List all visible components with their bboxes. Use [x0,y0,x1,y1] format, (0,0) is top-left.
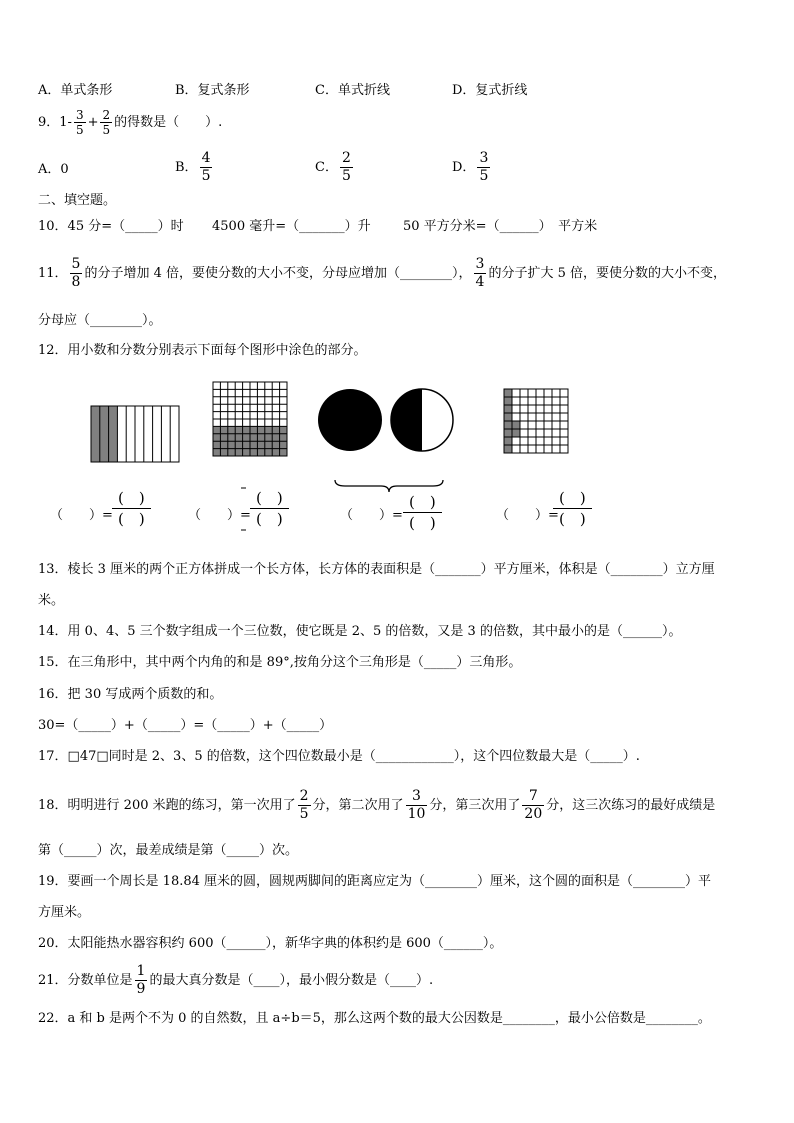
q14-question: 14．用 0、4、5 三个数字组成一个三位数，使它既是 2、5 的倍数，又是 3 的倍数，其中最小的是（______）。 [38,624,682,639]
q9-question: 9．1- $\frac{3}{5}$ + $\frac{2}{5}$ 的得数是（ ）. [38,108,223,137]
q10-part2: 4500 毫升=（_______）升 [212,219,371,234]
figure-small-grid [503,388,571,456]
q13-line2: 米。 [38,593,65,608]
q12-fraction-4[interactable]: ( ) ( ) [553,488,592,529]
q9-option-d: D． $\frac{3}{5}$ [452,150,489,184]
q9-option-b: B． $\frac{4}{5}$ [175,150,211,184]
q16-line1: 16．把 30 写成两个质数的和。 [38,687,223,702]
q22-question: 22．a 和 b 是两个不为 0 的自然数，且 a÷b＝5，那么这两个数的最大公因数是________，最小公倍数是________。 [38,1011,711,1026]
q8-option-a: A．单式条形 [38,83,113,98]
q9-option-a: A．0 [38,162,69,177]
q13-line1: 13．棱长 3 厘米的两个正方体拼成一个长方体，长方体的表面积是（_______）平方厘米，体积是（________）立方厘 [38,562,715,577]
q12-fraction-1[interactable]: ( ) ( ) [112,488,151,529]
q10-part1: 10．45 分=（_____）时 [38,219,184,234]
q11-line1: 11． $\frac{5}{8}$ 的分子增加 4 倍，要使分数的大小不变，分母应增加（________）， $\frac{3}{4}$ 的分子扩大 5 倍，要使分数的大小不变， [38,256,726,290]
q20-question: 20．太阳能热水器容积约 600（______），新华字典的体积约是 600（______）。 [38,936,503,951]
q8-option-d: D．复式折线 [452,83,528,98]
q12-blank-4[interactable]: （ ）= [496,508,559,523]
q19-line2: 方厘米。 [38,905,91,920]
q21-question: 21．分数单位是 $\frac{1}{9}$ 的最大真分数是（____），最小假分数是（____）. [38,963,434,997]
q12-fraction-3[interactable]: ( ) ( ) [403,492,442,533]
q10-part3: 50 平方分米=（______） 平方米 [403,219,598,234]
q17-question: 17．□47□同时是 2、3、5 的倍数，这个四位数最小是（____________），这个四位数最大是（_____）. [38,749,640,764]
q12-question: 12．用小数和分数分别表示下面每个图形中涂色的部分。 [38,343,367,358]
q12-blank-1[interactable]: （ ）= [50,508,113,523]
q12-blank-3[interactable]: （ ）= [340,508,403,523]
q19-line1: 19．要画一个周长是 18.84 厘米的圆，圆规两脚间的距离应定为（________）厘米，这个圆的面积是（________）平 [38,874,712,889]
figure-strips [90,405,182,463]
q12-fraction-2[interactable]: ( ) ( ) [250,488,289,529]
q15-question: 15．在三角形中，其中两个内角的和是 89°,按角分这个三角形是（_____）三角形。 [38,655,522,670]
q11-line2: 分母应（________）。 [38,313,162,328]
q8-option-b: B．复式条形 [175,83,250,98]
q9-option-c: C． $\frac{2}{5}$ [315,150,351,184]
q18-line1: 18．明明进行 200 米跑的练习，第一次用了 $\frac{2}{5}$ 分，第二次用了 $\frac{3}{10}$ 分，第三次用了 $\frac{7}{20}$ 分，这三次练习的最好成绩是 [38,788,716,822]
figure-circles [315,386,460,456]
q12-bracket-2 [240,486,248,532]
section-heading: 二、填空题。 [38,193,117,208]
q8-option-c: C．单式折线 [315,83,390,98]
figure-hundred-grid [212,381,290,459]
q18-line2: 第（_____）次，最差成绩是第（_____）次。 [38,843,299,858]
q12-blank-2[interactable]: （ ）= [188,508,251,523]
q16-line2: 30=（_____）+（_____）=（_____）+（_____） [38,718,333,733]
